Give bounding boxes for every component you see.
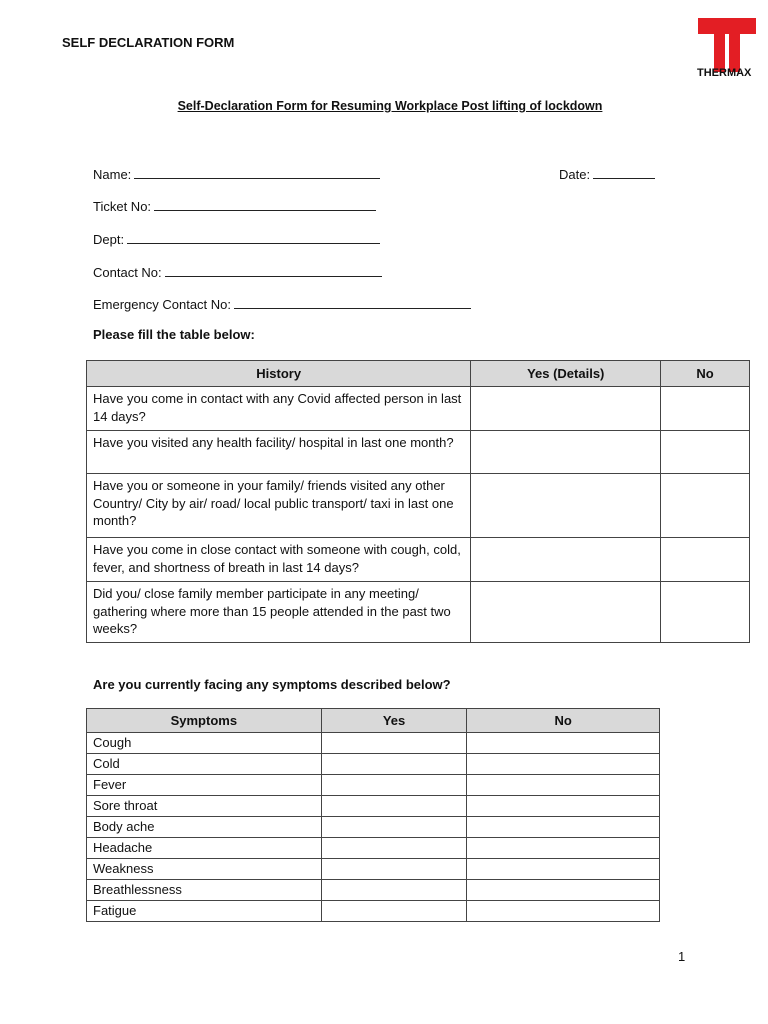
- history-table: [86, 360, 750, 643]
- table-row: [87, 796, 660, 817]
- yes-details-cell[interactable]: [471, 387, 661, 431]
- history-question: Did you/ close family member participate in any meeting/ gathering where more than 15 people attended in the past two weeks?: [87, 582, 471, 643]
- history-question: Have you or someone in your family/ friends visited any other Country/ City by air/ road/ local public transport/ taxi in last one month?: [87, 474, 471, 538]
- no-cell[interactable]: [661, 474, 750, 538]
- yes-details-cell[interactable]: [471, 538, 661, 582]
- form-title: Self-Declaration Form for Resuming Workplace Post lifting of lockdown: [177, 99, 603, 113]
- no-cell[interactable]: [467, 859, 660, 880]
- emergency-contact-field[interactable]: [93, 295, 471, 312]
- symptom-name: Cold: [87, 754, 322, 775]
- yes-cell[interactable]: [321, 775, 467, 796]
- yes-details-cell[interactable]: [471, 474, 661, 538]
- table-row: [87, 387, 750, 431]
- date-input-line[interactable]: [593, 165, 655, 179]
- dept-field[interactable]: [93, 230, 380, 247]
- yes-details-cell[interactable]: [471, 431, 661, 474]
- no-cell[interactable]: [467, 838, 660, 859]
- table-row: [87, 582, 750, 643]
- yes-cell[interactable]: [321, 754, 467, 775]
- dept-label: Dept:: [93, 232, 125, 247]
- no-cell[interactable]: [467, 901, 660, 922]
- table-row: [87, 474, 750, 538]
- yes-cell[interactable]: [321, 859, 467, 880]
- page-number: 1: [678, 949, 686, 964]
- no-cell[interactable]: [467, 880, 660, 901]
- symptoms-prompt: Are you currently facing any symptoms described below?: [93, 677, 451, 692]
- yes-cell[interactable]: [321, 796, 467, 817]
- symptom-name: Cough: [87, 733, 322, 754]
- yes-cell[interactable]: [321, 733, 467, 754]
- no-cell[interactable]: [661, 538, 750, 582]
- table-row: [87, 538, 750, 582]
- no-cell[interactable]: [467, 733, 660, 754]
- ticket-field[interactable]: [93, 197, 376, 214]
- table-row: [87, 817, 660, 838]
- symptom-name: Sore throat: [87, 796, 322, 817]
- name-label: Name:: [93, 167, 132, 182]
- table-row: [87, 901, 660, 922]
- table-row: [87, 754, 660, 775]
- yes-details-cell[interactable]: [471, 582, 661, 643]
- emergency-contact-label: Emergency Contact No:: [93, 297, 232, 312]
- no-cell[interactable]: [467, 817, 660, 838]
- contact-field[interactable]: [93, 263, 382, 280]
- ticket-input-line[interactable]: [154, 197, 376, 211]
- contact-input-line[interactable]: [165, 263, 382, 277]
- yes-cell[interactable]: [321, 817, 467, 838]
- ticket-label: Ticket No:: [93, 199, 152, 214]
- no-cell[interactable]: [467, 754, 660, 775]
- yes-details-header: Yes (Details): [471, 361, 661, 387]
- history-question: Have you visited any health facility/ hospital in last one month?: [87, 431, 471, 474]
- history-question: Have you come in close contact with someone with cough, cold, fever, and shortness of breath in last 14 days?: [87, 538, 471, 582]
- no-header: No: [661, 361, 750, 387]
- symptom-name: Breathlessness: [87, 880, 322, 901]
- contact-label: Contact No:: [93, 265, 162, 280]
- table-row: [87, 431, 750, 474]
- table-row: [87, 838, 660, 859]
- yes-cell[interactable]: [321, 880, 467, 901]
- table-row: [87, 859, 660, 880]
- history-question: Have you come in contact with any Covid affected person in last 14 days?: [87, 387, 471, 431]
- history-prompt: Please fill the table below:: [93, 327, 255, 342]
- logo-text: THERMAX: [697, 67, 752, 79]
- date-field[interactable]: [559, 165, 655, 182]
- symptom-name: Headache: [87, 838, 322, 859]
- symptoms-header-row: [87, 709, 660, 733]
- symptom-name: Fever: [87, 775, 322, 796]
- symptoms-header: Symptoms: [87, 709, 322, 733]
- history-header: History: [87, 361, 471, 387]
- table-row: [87, 775, 660, 796]
- symptom-name: Body ache: [87, 817, 322, 838]
- page-header-title: SELF DECLARATION FORM: [62, 35, 235, 50]
- emergency-contact-input-line[interactable]: [234, 295, 471, 309]
- dept-input-line[interactable]: [127, 230, 380, 244]
- yes-cell[interactable]: [321, 838, 467, 859]
- yes-cell[interactable]: [321, 901, 467, 922]
- symptoms-table: [86, 708, 660, 922]
- date-label: Date:: [559, 167, 591, 182]
- symptom-name: Weakness: [87, 859, 322, 880]
- table-row: [87, 733, 660, 754]
- symptom-name: Fatigue: [87, 901, 322, 922]
- no-cell[interactable]: [661, 387, 750, 431]
- no-header: No: [467, 709, 660, 733]
- no-cell[interactable]: [467, 796, 660, 817]
- no-cell[interactable]: [661, 582, 750, 643]
- no-cell[interactable]: [661, 431, 750, 474]
- name-field[interactable]: [93, 165, 380, 182]
- table-row: [87, 880, 660, 901]
- name-input-line[interactable]: [134, 165, 380, 179]
- history-header-row: [87, 361, 750, 387]
- yes-header: Yes: [321, 709, 467, 733]
- no-cell[interactable]: [467, 775, 660, 796]
